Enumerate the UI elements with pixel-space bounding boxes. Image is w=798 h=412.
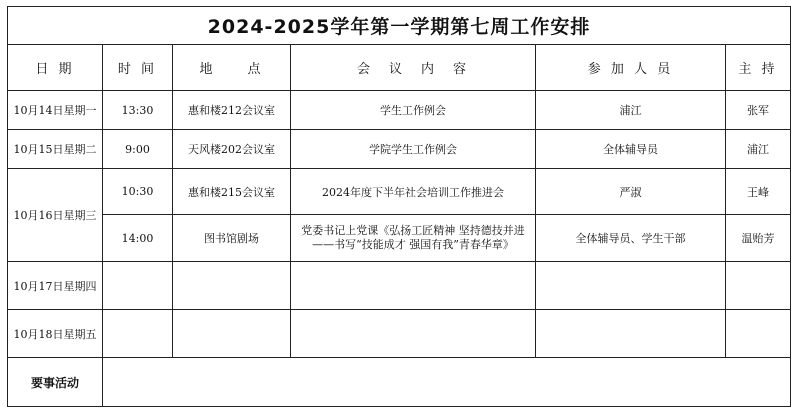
- attendees-cell: 全体辅导员: [536, 130, 726, 169]
- place-cell: [173, 262, 291, 310]
- header-time: 时 间: [103, 45, 173, 91]
- attendees-cell: [536, 310, 726, 358]
- key-events-label: 要事活动: [8, 358, 103, 407]
- schedule-table: [7, 6, 791, 407]
- header-place: 地 点: [173, 45, 291, 91]
- place-cell: 天风楼202会议室: [173, 130, 291, 169]
- content-cell: 学生工作例会: [291, 91, 536, 130]
- header-date: 日 期: [8, 45, 103, 91]
- content-cell: [291, 262, 536, 310]
- host-cell: 浦江: [726, 130, 791, 169]
- time-cell: 10:30: [103, 169, 173, 215]
- date-cell: 10月14日星期一: [8, 91, 103, 130]
- place-cell: 惠和楼215会议室: [173, 169, 291, 215]
- time-cell: 9:00: [103, 130, 173, 169]
- host-cell: 王峰: [726, 169, 791, 215]
- time-cell: 13:30: [103, 91, 173, 130]
- content-line: ——书写“技能成才 强国有我”青春华章》: [312, 238, 514, 251]
- content-line: 党委书记上党课《弘扬工匠精神 坚持德技并进: [301, 224, 525, 237]
- table-row: [8, 91, 791, 130]
- header-host: 主 持: [726, 45, 791, 91]
- page-title: 2024-2025学年第一学期第七周工作安排: [8, 7, 791, 45]
- date-cell: 10月16日星期三: [8, 169, 103, 262]
- content-cell: 2024年度下半年社会培训工作推进会: [291, 169, 536, 215]
- attendees-cell: 全体辅导员、学生干部: [536, 215, 726, 262]
- time-cell: 14:00: [103, 215, 173, 262]
- attendees-cell: 浦江: [536, 91, 726, 130]
- host-cell: [726, 310, 791, 358]
- time-cell: [103, 310, 173, 358]
- host-cell: 张军: [726, 91, 791, 130]
- header-attendees: 参 加 人 员: [536, 45, 726, 91]
- date-cell: 10月15日星期二: [8, 130, 103, 169]
- table-row: [8, 262, 791, 310]
- key-events-row: [8, 358, 791, 407]
- attendees-cell: [536, 262, 726, 310]
- content-cell: [291, 215, 536, 262]
- date-cell: 10月18日星期五: [8, 310, 103, 358]
- table-row: [8, 130, 791, 169]
- table-row: [8, 169, 791, 215]
- time-cell: [103, 262, 173, 310]
- key-events-cell: [103, 358, 791, 407]
- place-cell: [173, 310, 291, 358]
- attendees-cell: 严淑: [536, 169, 726, 215]
- place-cell: 图书馆剧场: [173, 215, 291, 262]
- host-cell: 温贻芳: [726, 215, 791, 262]
- host-cell: [726, 262, 791, 310]
- content-cell: [291, 310, 536, 358]
- date-cell: 10月17日星期四: [8, 262, 103, 310]
- table-row: [8, 310, 791, 358]
- content-cell: 学院学生工作例会: [291, 130, 536, 169]
- table-row: [8, 215, 791, 262]
- header-content: 会 议 内 容: [291, 45, 536, 91]
- place-cell: 惠和楼212会议室: [173, 91, 291, 130]
